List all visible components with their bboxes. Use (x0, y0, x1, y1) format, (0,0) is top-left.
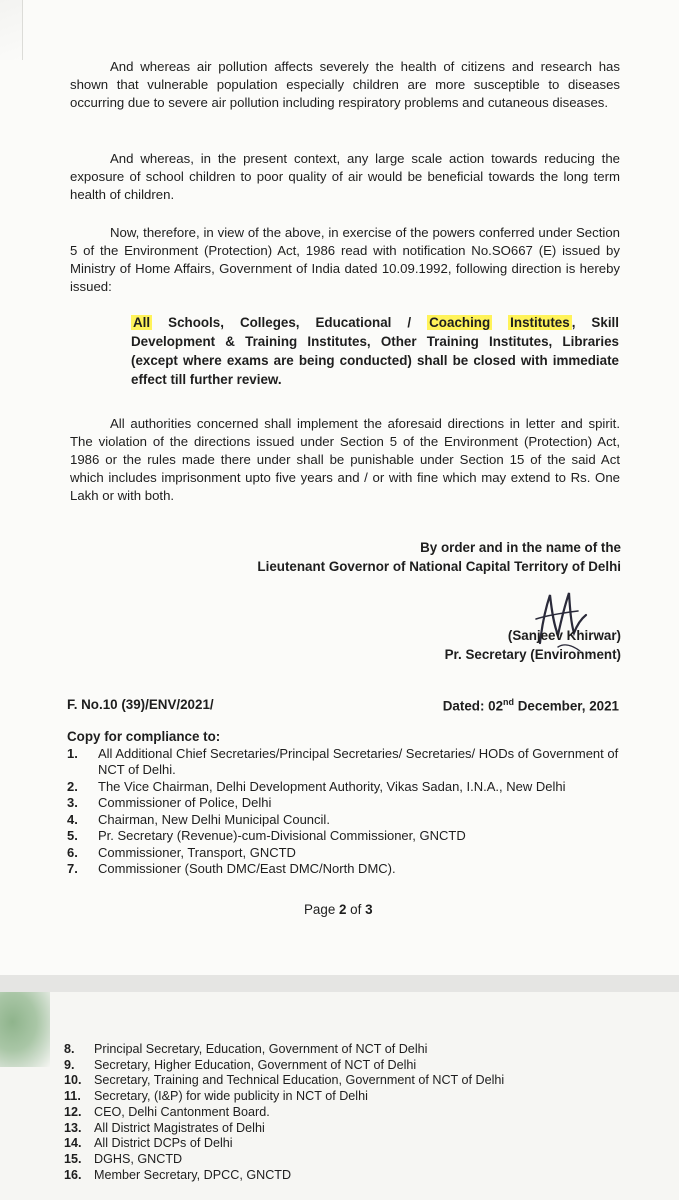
list-item-number: 13. (64, 1120, 82, 1135)
paragraph-powers-text: Now, therefore, in view of the above, in exercise of the powers conferred under Section 5 of the Environment (Protection) Act, 1986 read with notification No.SO667 (E) issued by Ministry of Home Affairs, Government of India dated 10.09.1992, following direction is hereby issued: (70, 225, 620, 294)
page-number-middle: of (346, 902, 366, 917)
paragraph-powers (70, 224, 620, 296)
paragraph-pollution-text: And whereas air pollution affects severely the health of citizens and research has shown that vulnerable population especially children are more susceptible to diseases occurring due to severe air pollution including respiratory problems and cutaneous diseases. (70, 59, 620, 110)
by-order-block (257, 538, 621, 576)
direction-text-a: Schools, Colleges, Educational / (152, 315, 428, 330)
paragraph-pollution (70, 58, 620, 112)
page-number-total: 3 (365, 902, 373, 917)
list-item (64, 1105, 644, 1121)
highlight-coaching: Coaching (429, 315, 491, 330)
page-number-current: 2 (339, 902, 347, 917)
list-item-number: 2. (67, 778, 78, 794)
signer-name: (Sanjeev Khirwar) (507, 628, 621, 643)
copy-list (67, 746, 627, 878)
list-item (64, 1152, 644, 1168)
list-item (67, 828, 627, 844)
list-item (64, 1058, 644, 1074)
list-item (64, 1089, 644, 1105)
list-item (67, 779, 627, 795)
paragraph-context-text: And whereas, in the present context, any large scale action towards reducing the exposure of school children to poor quality of air would be beneficial towards the long term health of children. (70, 151, 620, 202)
corner-background-photo (0, 992, 50, 1067)
paragraph-authorities (70, 415, 620, 505)
list-item-text: Secretary, (I&P) for wide publicity in NCT of Delhi (94, 1089, 368, 1104)
list-item-text: Pr. Secretary (Revenue)-cum-Divisional Commissioner, GNCTD (98, 828, 466, 843)
dated-prefix: Dated: 02 (442, 698, 504, 714)
signer-title: Pr. Secretary (Environment) (444, 647, 621, 662)
list-item (64, 1136, 644, 1152)
list-item-text: The Vice Chairman, Delhi Development Authority, Vikas Sadan, I.N.A., New Delhi (98, 778, 566, 794)
list-item (64, 1121, 644, 1137)
signer-block (445, 626, 621, 664)
list-item (64, 1168, 644, 1184)
list-item-number: 10. (64, 1073, 82, 1088)
by-order-line2: Lieutenant Governor of National Capital Territory of Delhi (257, 559, 621, 574)
list-item-text: Secretary, Higher Education, Government of NCT of Delhi (94, 1057, 417, 1072)
list-item-number: 3. (67, 795, 78, 810)
list-item-text: CEO, Delhi Cantonment Board. (94, 1104, 270, 1119)
list-item-number: 6. (67, 844, 78, 860)
list-item-text: Chairman, New Delhi Municipal Council. (98, 811, 330, 827)
page-number (304, 902, 373, 917)
list-item-text: DGHS, GNCTD (94, 1151, 183, 1166)
document-page-2 (0, 992, 679, 1200)
list-item (67, 861, 627, 877)
list-item (64, 1073, 644, 1089)
direction-text-c: , Skill Development & Training Institutes, Other Training Institutes, Libraries (except where exams are being conducted) shall be closed with immediate effect till further review. (131, 315, 619, 387)
list-item (67, 812, 627, 828)
list-item (67, 795, 627, 811)
list-item-number: 11. (64, 1089, 81, 1104)
dated-suffix: December, 2021 (514, 698, 619, 714)
list-item-number: 16. (64, 1167, 82, 1182)
dated-line (443, 697, 619, 713)
list-item-number: 15. (64, 1151, 82, 1166)
direction-text-b (492, 315, 508, 330)
paragraph-authorities-text: All authorities concerned shall implement the aforesaid directions in letter and spirit. The violation of the directions issued under Section 5 of the Environment (Protection) Act, 1986 or the rules made there under shall be punishable under Section 15 of the said Act which includes imprisonment upto five years and / or with fine which may extend to Rs. One Lakh or with both. (70, 416, 620, 503)
page-number-prefix: Page (304, 902, 339, 917)
list-item-number: 4. (67, 811, 78, 827)
list-item-number: 1. (67, 746, 78, 761)
page-fold-shadow (0, 0, 23, 60)
list-item-number: 5. (67, 828, 78, 843)
page-gap (0, 975, 679, 992)
list-item-text: Principal Secretary, Education, Government of NCT of Delhi (94, 1042, 428, 1056)
copy-heading: Copy for compliance to: (67, 729, 221, 744)
list-item-text: All District Magistrates of Delhi (94, 1120, 265, 1135)
highlight-institutes: Institutes (510, 315, 570, 330)
list-item-number: 9. (64, 1057, 75, 1072)
paragraph-context (70, 150, 620, 204)
list-item-text: Commissioner of Police, Delhi (98, 795, 272, 810)
list-item-text: Member Secretary, DPCC, GNCTD (94, 1167, 292, 1182)
highlight-all: All (133, 315, 151, 330)
list-item-text: All Additional Chief Secretaries/Principal Secretaries/ Secretaries/ HODs of Government of NCT of Delhi. (98, 746, 619, 777)
list-item-number: 12. (64, 1104, 82, 1119)
list-item-text: Commissioner (South DMC/East DMC/North DMC). (98, 861, 396, 876)
list-item (67, 746, 627, 778)
list-item-text: All District DCPs of Delhi (94, 1136, 233, 1151)
by-order-line1: By order and in the name of the (420, 540, 621, 555)
copy-list-continued (64, 1042, 644, 1183)
list-item-number: 8. (64, 1042, 75, 1056)
file-number: F. No.10 (39)/ENV/2021/ (67, 697, 214, 712)
list-item-text: Secretary, Training and Technical Education, Government of NCT of Delhi (94, 1073, 505, 1088)
dated-sup: nd (503, 697, 515, 707)
list-item-text: Commissioner, Transport, GNCTD (98, 844, 296, 860)
list-item-number: 7. (67, 861, 78, 876)
list-item (64, 1042, 644, 1058)
direction-block (131, 313, 619, 389)
list-item-number: 14. (64, 1136, 82, 1151)
list-item (67, 845, 627, 861)
